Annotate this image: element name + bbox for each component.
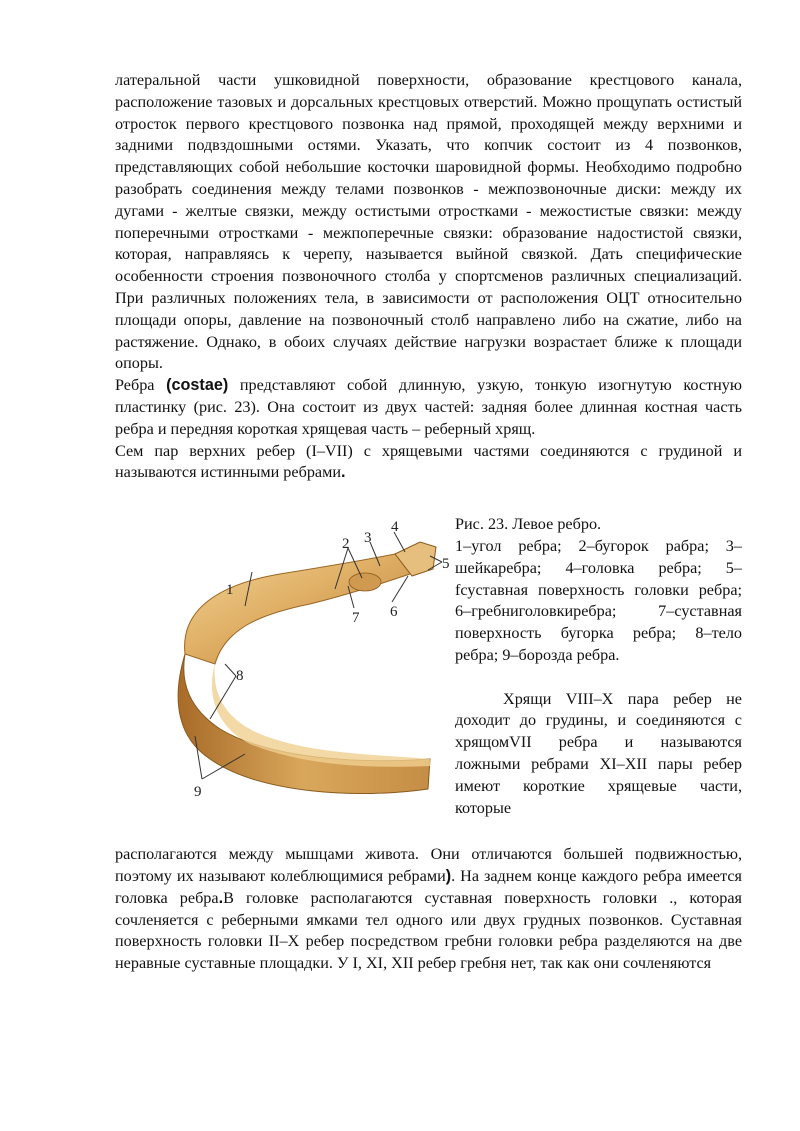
text-true-ribs: Сем пар верхних ребер (I–VII) с хрящевыми частями соединяются с грудиной и называются истинными ребрами	[115, 441, 742, 482]
paragraph-ribs-intro	[115, 375, 742, 440]
label-5: 5	[442, 556, 450, 573]
figure-caption-title: Рис. 23. Левое ребро.	[455, 515, 602, 534]
term-costae: (costae)	[166, 376, 229, 395]
tail-paren: )	[445, 866, 452, 885]
label-6: 6	[390, 604, 398, 621]
tail-rest: В головке располагаются суставная поверхность головки ., которая сочленяется с реберными ямками тел одного или двух грудных позвонков. Суставная поверхность головки II–X ребер посредством гребни головки ребра разделяются на две неравные суставные площадки. У I, XI, XII ребер гребня нет, так как они сочленяются	[115, 888, 742, 973]
document-page	[115, 70, 742, 975]
rib-body-lower	[178, 654, 430, 794]
label-3: 3	[364, 530, 372, 547]
rib-illustration	[140, 514, 460, 814]
caption-column	[455, 514, 742, 819]
figure-row	[115, 514, 742, 854]
label-4: 4	[391, 519, 399, 536]
tail-text: располагаются между мышцами живота. Они отличаются большей подвижностью, поэтому их называют колеблющимися ребрами	[115, 845, 742, 885]
label-8: 8	[236, 668, 244, 685]
paragraph-spine: латеральной части ушковидной поверхности, образование крестцового канала, расположение тазовых и дорсальных крестцовых отверстий. Можно прощупать остистый отросток первого крестцового позвонка над прямой, проходящей между верхними и задними подвздошными остями. Указать, что копчик состоит из 4 позвонков, представляющих собой небольшие косточки шаровидной формы. Необходимо подробно разобрать соединения между телами позвонков - межпозвоночные диски: между их дугами - желтые связки, между остистыми отростками - межостистые связки: между поперечными отростками - межпоперечные связки: образование надостистой связки, которая, направляясь к черепу, называется выйной связкой. Дать специфические особенности строения позвоночного столба у спортсменов различных специализаций. При различных положениях тела, в зависимости от расположения ОЦТ относительно площади опоры, давление на позвоночный столб направлено либо на сжатие, либо на растяжение. Однако, в обоих случаях действие нагрузки возрастает ближе к площади опоры.	[115, 71, 742, 373]
rib-tubercle	[349, 573, 381, 591]
text-lead: Ребра	[115, 376, 167, 395]
label-9: 9	[194, 784, 202, 801]
tail-mid: . На заднем конце каждого ребра имеется головка ребра	[115, 866, 742, 907]
text-rest: представляют собой длинную, узкую, тонкую изогнутую костную пластинку (рис. 23). Она состоит из двух частей: задняя более длинная костная часть ребра и передняя короткая хрящевая часть – реберный хрящ.	[115, 376, 742, 438]
rib-figure	[140, 514, 460, 814]
paragraph-false-ribs-tail	[115, 844, 742, 975]
figure-caption-text: 1–угол ребра; 2–бугорок рабра; 3–шейкаребра; 4–головка ребра; 5–fсуставная поверхность головки ребра; 6–гребниголовкиребра; 7–суставная поверхность бугорка ребра; 8–тело ребра; 9–борозда ребра.	[455, 536, 742, 664]
text-true-ribs-end: .	[341, 463, 346, 482]
paragraph-false-ribs-side: Хрящи VIII–X пара ребер не доходит до грудины, и соединяются с хрящомVII ребра и называются ложными ребрами XI–XII пары ребер имеют короткие хрящевые части, которые	[455, 689, 742, 817]
paragraph-true-ribs	[115, 441, 742, 485]
label-2: 2	[342, 536, 350, 553]
tail-dot: .	[218, 888, 224, 907]
label-7: 7	[352, 610, 360, 627]
label-1: 1	[226, 582, 234, 599]
